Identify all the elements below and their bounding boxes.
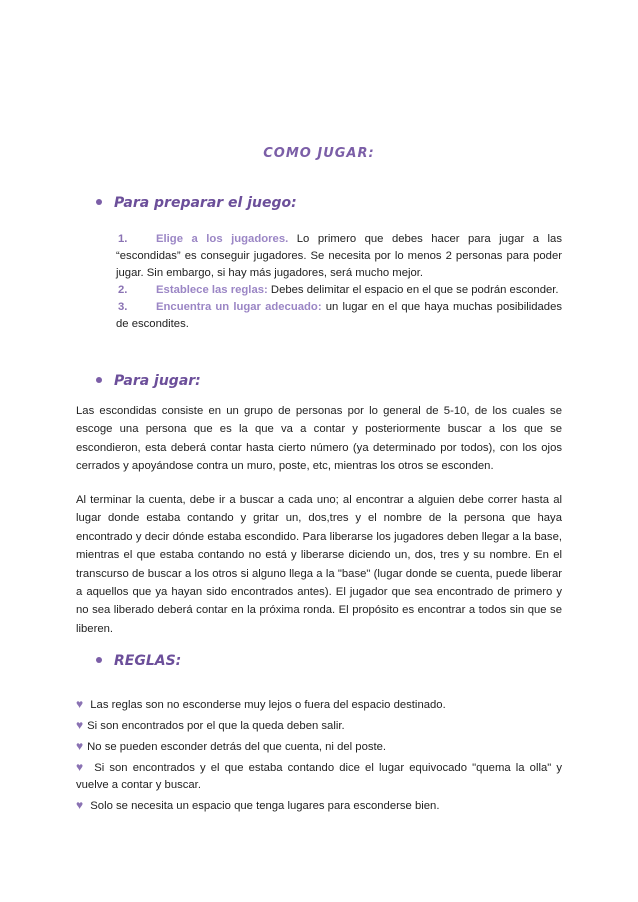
- play-paragraph-1: Las escondidas consiste en un grupo de personas por lo general de 5-10, de los cuales se escoge una persona que es la que va a contar y posteriormente buscar a los que se escondieron, esta deberá contar hasta cierto número (ya determinado por todos), con los ojos cerrados y apoyándose contra un muro, poste, etc, mientras los otros se esconden.: [76, 405, 562, 473]
- play-paragraph-2: Al terminar la cuenta, debe ir a buscar a cada uno; al encontrar a alguien debe correr hasta al lugar donde estaba contando y gritar un, dos,tres y el nombre de la persona que haya encontrado y decir dónde estaba escondido. Para liberarse los jugadores deben llegar a la base, mientras el que estaba contando no está y liberarse diciendo un, dos, tres y su nombre. En el transcurso de buscar a los otros si alguno llega a la "base" (lugar donde se cuenta, puede liberar a aquellos que ya hayan sido encontrados antes). El jugador que sea encontrado de primero y no sea liberado deberá contar en la próxima ronda. El propósito es encontrar a todos sin que se liberen.: [76, 494, 562, 635]
- section-heading-rules-text: REGLAS:: [114, 653, 182, 669]
- list-item: [76, 797, 562, 815]
- step-text: un lugar en el que haya muchas posibilidades de escondites.: [116, 301, 562, 330]
- rule-text: Si son encontrados por el que la queda deben salir.: [87, 719, 345, 732]
- list-item: [116, 282, 562, 299]
- step-number: 3.: [118, 301, 128, 313]
- list-item: [76, 696, 562, 714]
- bullet-icon: [96, 657, 102, 663]
- section-heading-play: [96, 373, 201, 389]
- bullet-icon: [96, 377, 102, 383]
- page-title: COMO JUGAR:: [263, 146, 375, 161]
- prepare-steps-list: [116, 231, 562, 333]
- step-number: 2.: [118, 284, 128, 296]
- list-item: [116, 231, 562, 282]
- step-highlight: Elige a los jugadores.: [156, 233, 289, 245]
- rule-text: Las reglas son no esconderse muy lejos o fuera del espacio destinado.: [87, 699, 446, 711]
- step-highlight: Establece las reglas:: [156, 284, 268, 296]
- heart-icon: ♥: [76, 759, 86, 774]
- step-highlight: Encuentra un lugar adecuado:: [156, 301, 322, 313]
- section-heading-rules: [96, 653, 181, 669]
- list-item: [76, 717, 562, 735]
- heart-icon: ♥: [76, 738, 84, 753]
- rule-text: No se pueden esconder detrás del que cuenta, ni del poste.: [87, 740, 387, 753]
- list-item: [76, 738, 562, 756]
- step-text: Lo primero que debes hacer para jugar a las “escondidas” es conseguir jugadores. Se necesita por lo menos 2 personas para poder jugar. Sin embargo, si hay más jugadores, será mucho mejor.: [116, 233, 562, 279]
- heart-icon: ♥: [76, 697, 84, 711]
- rules-list: [76, 696, 562, 818]
- section-heading-prepare: [96, 195, 297, 211]
- list-item: [76, 759, 562, 795]
- section-heading-play-text: Para jugar:: [114, 373, 201, 389]
- step-number: 1.: [118, 233, 128, 245]
- rule-text: Si son encontrados y el que estaba contando dice el lugar equivocado "quema la olla" y vuelve a contar y buscar.: [76, 761, 563, 792]
- step-text: Debes delimitar el espacio en el que se podrán esconder.: [267, 284, 559, 296]
- bullet-icon: [96, 199, 102, 205]
- rule-text: Solo se necesita un espacio que tenga lugares para esconderse bien.: [87, 800, 440, 813]
- heart-icon: ♥: [76, 798, 84, 813]
- heart-icon: ♥: [76, 717, 84, 732]
- section-heading-prepare-text: Para preparar el juego:: [114, 195, 297, 211]
- list-item: [116, 299, 562, 333]
